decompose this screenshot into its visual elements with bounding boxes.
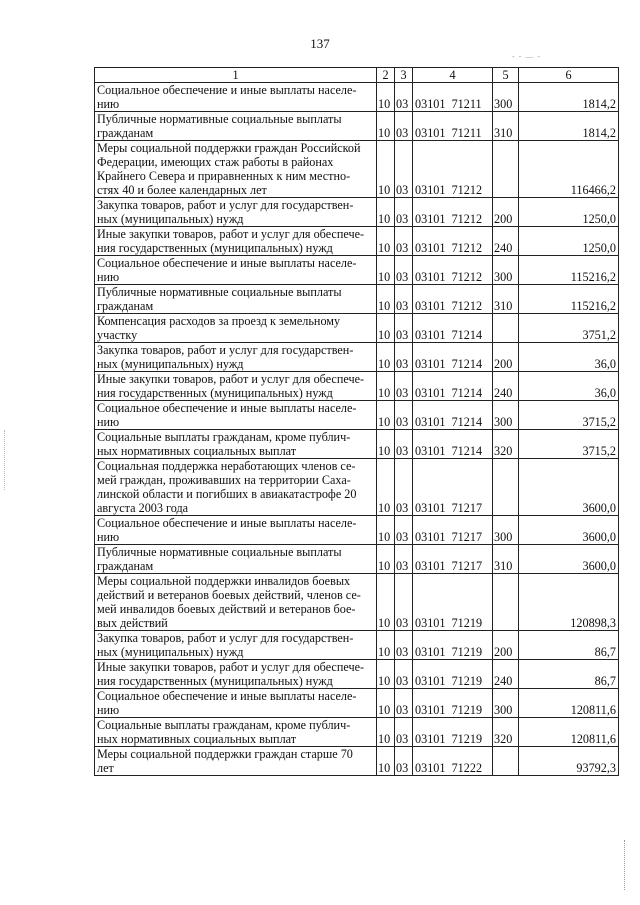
table-row (95, 83, 619, 112)
row-subsection-cell: 03 (395, 430, 413, 459)
table-row (95, 285, 619, 314)
row-amount-cell: 1250,0 (519, 198, 619, 227)
row-target-article-cell: 03101 71214 (413, 401, 493, 430)
row-name-cell: Социальное обеспечение и иные выплаты населе- нию (95, 516, 377, 545)
row-subsection-cell: 03 (395, 718, 413, 747)
row-expense-type-cell: 300 (493, 401, 519, 430)
row-name-cell: Социальное обеспечение и иные выплаты населе- нию (95, 83, 377, 112)
row-target-article-cell: 03101 71214 (413, 314, 493, 343)
row-name-cell: Иные закупки товаров, работ и услуг для обеспече- ния государственных (муниципальных) нужд (95, 660, 377, 689)
table-row (95, 198, 619, 227)
table-row (95, 430, 619, 459)
row-section-cell: 10 (377, 372, 395, 401)
row-expense-type-cell: 200 (493, 343, 519, 372)
row-expense-type-cell: 300 (493, 516, 519, 545)
row-expense-type-cell: 310 (493, 112, 519, 141)
row-section-cell: 10 (377, 689, 395, 718)
row-name-cell: Закупка товаров, работ и услуг для государствен- ных (муниципальных) нужд (95, 343, 377, 372)
row-section-cell: 10 (377, 198, 395, 227)
scan-artifact-right (624, 840, 627, 890)
row-subsection-cell: 03 (395, 459, 413, 516)
header-col-4: 4 (413, 68, 493, 83)
row-subsection-cell: 03 (395, 227, 413, 256)
row-subsection-cell: 03 (395, 83, 413, 112)
row-subsection-cell: 03 (395, 516, 413, 545)
table-row (95, 718, 619, 747)
row-name-cell: Иные закупки товаров, работ и услуг для обеспече- ния государственных (муниципальных) нужд (95, 372, 377, 401)
row-expense-type-cell (493, 747, 519, 776)
table-row (95, 459, 619, 516)
table-row (95, 401, 619, 430)
row-amount-cell: 86,7 (519, 660, 619, 689)
row-expense-type-cell: 300 (493, 689, 519, 718)
row-name-cell: Публичные нормативные социальные выплаты гражданам (95, 112, 377, 141)
row-expense-type-cell: 300 (493, 256, 519, 285)
table-row (95, 689, 619, 718)
row-target-article-cell: 03101 71217 (413, 545, 493, 574)
header-col-5: 5 (493, 68, 519, 83)
row-amount-cell: 1814,2 (519, 112, 619, 141)
row-subsection-cell: 03 (395, 631, 413, 660)
table-row (95, 141, 619, 198)
row-section-cell: 10 (377, 516, 395, 545)
row-name-cell: Публичные нормативные социальные выплаты гражданам (95, 545, 377, 574)
scan-artifact-left (4, 430, 15, 490)
table-row (95, 372, 619, 401)
row-amount-cell: 120898,3 (519, 574, 619, 631)
row-subsection-cell: 03 (395, 285, 413, 314)
table-row (95, 112, 619, 141)
table-row (95, 631, 619, 660)
row-expense-type-cell (493, 459, 519, 516)
budget-table (94, 67, 619, 776)
row-target-article-cell: 03101 71217 (413, 516, 493, 545)
row-name-cell: Социальное обеспечение и иные выплаты населе- нию (95, 689, 377, 718)
row-target-article-cell: 03101 71222 (413, 747, 493, 776)
row-target-article-cell: 03101 71219 (413, 631, 493, 660)
row-expense-type-cell (493, 314, 519, 343)
row-section-cell: 10 (377, 430, 395, 459)
row-target-article-cell: 03101 71212 (413, 227, 493, 256)
row-expense-type-cell (493, 574, 519, 631)
table-row (95, 660, 619, 689)
row-amount-cell: 3600,0 (519, 459, 619, 516)
row-amount-cell: 115216,2 (519, 256, 619, 285)
row-amount-cell: 116466,2 (519, 141, 619, 198)
row-section-cell: 10 (377, 285, 395, 314)
row-expense-type-cell (493, 141, 519, 198)
row-amount-cell: 36,0 (519, 372, 619, 401)
row-amount-cell: 1250,0 (519, 227, 619, 256)
row-section-cell: 10 (377, 545, 395, 574)
row-name-cell: Меры социальной поддержки граждан старше 70 лет (95, 747, 377, 776)
row-section-cell: 10 (377, 459, 395, 516)
row-section-cell: 10 (377, 574, 395, 631)
table-row (95, 314, 619, 343)
row-expense-type-cell: 310 (493, 545, 519, 574)
header-col-2: 2 (377, 68, 395, 83)
row-subsection-cell: 03 (395, 545, 413, 574)
row-subsection-cell: 03 (395, 314, 413, 343)
header-col-1: 1 (95, 68, 377, 83)
row-target-article-cell: 03101 71211 (413, 112, 493, 141)
row-amount-cell: 115216,2 (519, 285, 619, 314)
row-amount-cell: 120811,6 (519, 689, 619, 718)
row-subsection-cell: 03 (395, 256, 413, 285)
table-row (95, 574, 619, 631)
row-expense-type-cell: 240 (493, 660, 519, 689)
row-amount-cell: 3600,0 (519, 516, 619, 545)
row-subsection-cell: 03 (395, 112, 413, 141)
row-subsection-cell: 03 (395, 141, 413, 198)
scan-artifact: - - — - (512, 52, 541, 61)
row-name-cell: Социальная поддержка неработающих членов се- мей граждан, проживавших на территории Саха- линской области и погибших в авиакатастрофе 20 августа 2003 года (95, 459, 377, 516)
row-name-cell: Социальные выплаты гражданам, кроме публич- ных нормативных социальных выплат (95, 718, 377, 747)
row-section-cell: 10 (377, 631, 395, 660)
row-amount-cell: 3600,0 (519, 545, 619, 574)
table-row (95, 227, 619, 256)
row-name-cell: Меры социальной поддержки граждан Российской Федерации, имеющих стаж работы в районах Крайнего Севера и приравненных к ним местно- стях 40 и более календарных лет (95, 141, 377, 198)
row-target-article-cell: 03101 71214 (413, 372, 493, 401)
row-expense-type-cell: 200 (493, 631, 519, 660)
row-name-cell: Публичные нормативные социальные выплаты гражданам (95, 285, 377, 314)
row-target-article-cell: 03101 71219 (413, 689, 493, 718)
row-target-article-cell: 03101 71214 (413, 430, 493, 459)
row-section-cell: 10 (377, 256, 395, 285)
row-subsection-cell: 03 (395, 343, 413, 372)
table-row (95, 747, 619, 776)
row-section-cell: 10 (377, 141, 395, 198)
row-amount-cell: 1814,2 (519, 83, 619, 112)
row-name-cell: Иные закупки товаров, работ и услуг для обеспече- ния государственных (муниципальных) нужд (95, 227, 377, 256)
row-section-cell: 10 (377, 747, 395, 776)
row-expense-type-cell: 320 (493, 718, 519, 747)
table-row (95, 545, 619, 574)
row-target-article-cell: 03101 71219 (413, 718, 493, 747)
row-amount-cell: 86,7 (519, 631, 619, 660)
row-amount-cell: 3715,2 (519, 430, 619, 459)
row-target-article-cell: 03101 71219 (413, 574, 493, 631)
row-target-article-cell: 03101 71211 (413, 83, 493, 112)
row-target-article-cell: 03101 71212 (413, 141, 493, 198)
row-expense-type-cell: 240 (493, 227, 519, 256)
row-section-cell: 10 (377, 660, 395, 689)
row-section-cell: 10 (377, 112, 395, 141)
table-row (95, 343, 619, 372)
row-section-cell: 10 (377, 401, 395, 430)
row-expense-type-cell: 310 (493, 285, 519, 314)
row-expense-type-cell: 320 (493, 430, 519, 459)
row-amount-cell: 120811,6 (519, 718, 619, 747)
row-target-article-cell: 03101 71214 (413, 343, 493, 372)
row-section-cell: 10 (377, 83, 395, 112)
row-target-article-cell: 03101 71212 (413, 198, 493, 227)
row-name-cell: Закупка товаров, работ и услуг для государствен- ных (муниципальных) нужд (95, 631, 377, 660)
row-name-cell: Социальное обеспечение и иные выплаты населе- нию (95, 401, 377, 430)
row-expense-type-cell: 200 (493, 198, 519, 227)
row-target-article-cell: 03101 71217 (413, 459, 493, 516)
row-subsection-cell: 03 (395, 574, 413, 631)
row-target-article-cell: 03101 71212 (413, 285, 493, 314)
row-subsection-cell: 03 (395, 198, 413, 227)
page-number: 137 (310, 36, 330, 51)
table-row (95, 516, 619, 545)
row-name-cell: Социальное обеспечение и иные выплаты населе- нию (95, 256, 377, 285)
row-name-cell: Компенсация расходов за проезд к земельному участку (95, 314, 377, 343)
table-row (95, 256, 619, 285)
row-section-cell: 10 (377, 343, 395, 372)
row-subsection-cell: 03 (395, 372, 413, 401)
row-expense-type-cell: 240 (493, 372, 519, 401)
header-row (95, 68, 619, 83)
row-subsection-cell: 03 (395, 660, 413, 689)
row-target-article-cell: 03101 71212 (413, 256, 493, 285)
row-amount-cell: 93792,3 (519, 747, 619, 776)
row-name-cell: Закупка товаров, работ и услуг для государствен- ных (муниципальных) нужд (95, 198, 377, 227)
row-name-cell: Социальные выплаты гражданам, кроме публич- ных нормативных социальных выплат (95, 430, 377, 459)
row-subsection-cell: 03 (395, 401, 413, 430)
row-target-article-cell: 03101 71219 (413, 660, 493, 689)
row-amount-cell: 3751,2 (519, 314, 619, 343)
row-section-cell: 10 (377, 314, 395, 343)
row-subsection-cell: 03 (395, 747, 413, 776)
header-col-6: 6 (519, 68, 619, 83)
row-amount-cell: 3715,2 (519, 401, 619, 430)
row-section-cell: 10 (377, 718, 395, 747)
row-expense-type-cell: 300 (493, 83, 519, 112)
row-section-cell: 10 (377, 227, 395, 256)
row-amount-cell: 36,0 (519, 343, 619, 372)
header-col-3: 3 (395, 68, 413, 83)
row-subsection-cell: 03 (395, 689, 413, 718)
row-name-cell: Меры социальной поддержки инвалидов боевых действий и ветеранов боевых действий, членов се- мей инвалидов боевых действий и ветеранов бое- вых действий (95, 574, 377, 631)
